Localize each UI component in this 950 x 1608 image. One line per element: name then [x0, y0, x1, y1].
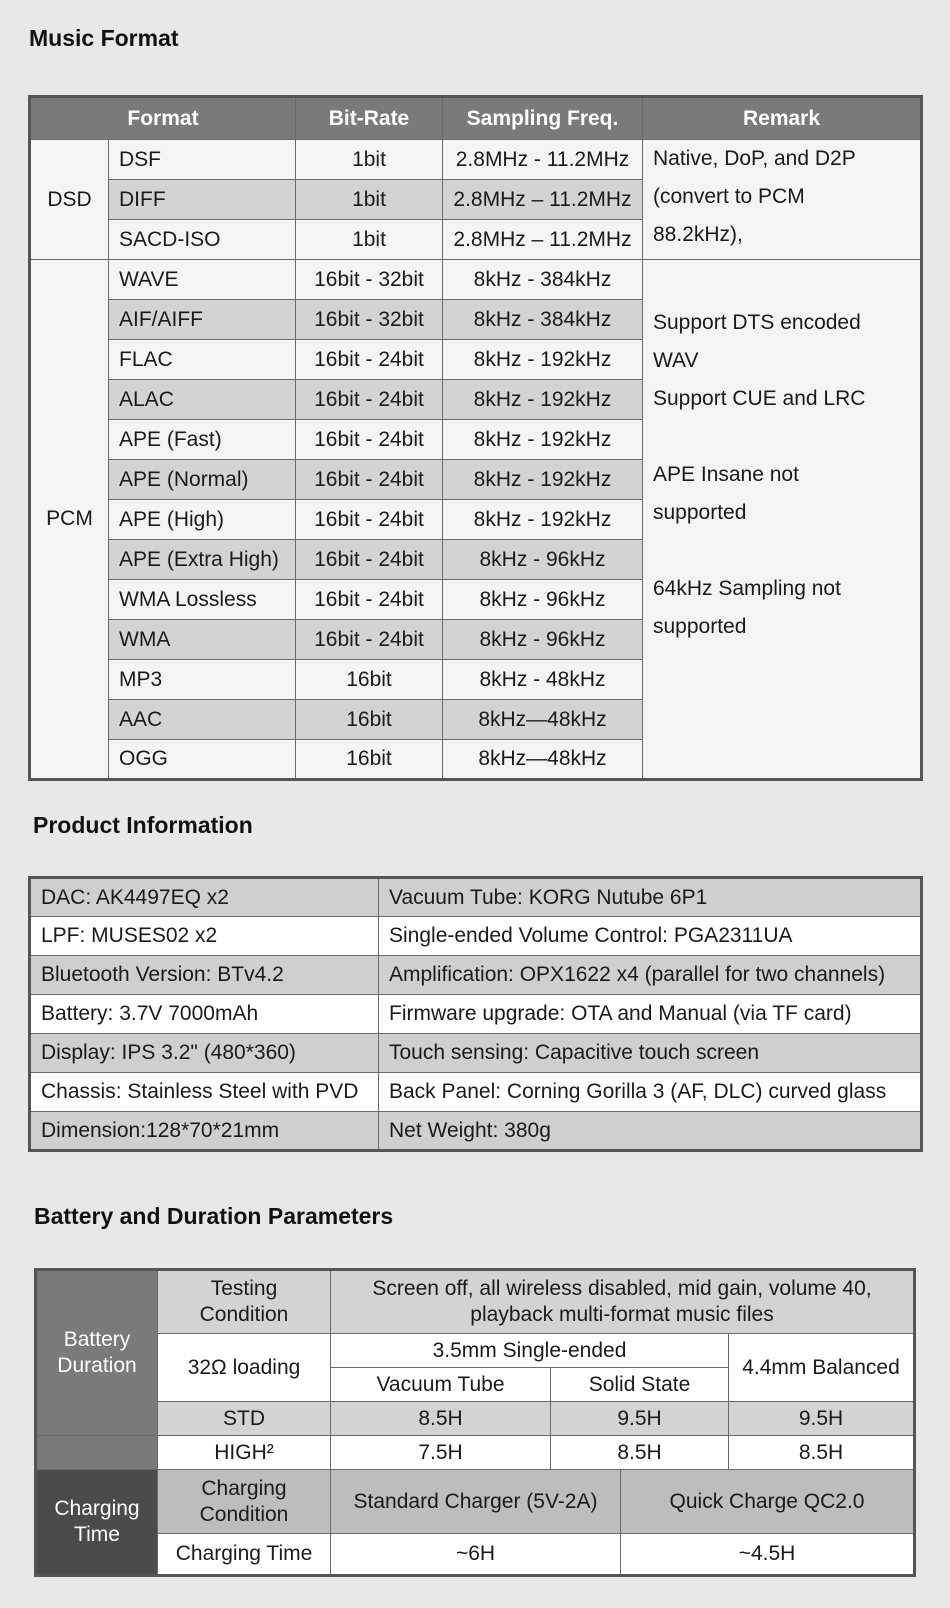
value-line: Screen off, all wireless disabled, mid gain, volume 40, — [372, 1277, 872, 1301]
balanced-header: 4.4mm Balanced — [729, 1334, 915, 1402]
std-vacuum: 8.5H — [331, 1402, 551, 1436]
format-name: APE (High) — [109, 500, 296, 540]
format-name: SACD-ISO — [109, 220, 296, 260]
group-pcm: PCM — [30, 260, 109, 780]
table-row — [30, 995, 922, 1034]
spec-left: Display: IPS 3.2" (480*360) — [30, 1034, 379, 1073]
label-line: Time — [74, 1523, 120, 1546]
format-name: WMA Lossless — [109, 580, 296, 620]
single-ended-header: 3.5mm Single-ended — [331, 1334, 729, 1368]
format-bitrate: 16bit - 32bit — [296, 300, 443, 340]
remark-line: supported — [653, 501, 747, 524]
format-bitrate: 1bit — [296, 180, 443, 220]
spec-right: Back Panel: Corning Gorilla 3 (AF, DLC) curved glass — [379, 1073, 922, 1112]
format-name: APE (Normal) — [109, 460, 296, 500]
pcm-remark — [643, 260, 922, 780]
std-label: STD — [158, 1402, 331, 1436]
table-row — [30, 1073, 922, 1112]
dsd-remark — [643, 140, 922, 260]
high-vacuum: 7.5H — [331, 1436, 551, 1470]
format-bitrate: 16bit - 24bit — [296, 380, 443, 420]
music-header-row — [30, 97, 922, 140]
remark-line: 88.2kHz), — [653, 223, 743, 246]
format-bitrate: 16bit — [296, 660, 443, 700]
table-row — [30, 1112, 922, 1151]
format-freq: 8kHz - 384kHz — [443, 260, 643, 300]
spec-right: Single-ended Volume Control: PGA2311UA — [379, 917, 922, 956]
format-bitrate: 16bit - 24bit — [296, 580, 443, 620]
header-format: Format — [30, 97, 296, 140]
remark-line: Support CUE and LRC — [653, 387, 866, 410]
table-row — [36, 1270, 915, 1334]
table-row — [30, 878, 922, 917]
header-remark: Remark — [643, 97, 922, 140]
format-name: DSF — [109, 140, 296, 180]
format-name: ALAC — [109, 380, 296, 420]
format-bitrate: 16bit - 24bit — [296, 420, 443, 460]
high-solid: 8.5H — [551, 1436, 729, 1470]
table-row — [36, 1436, 915, 1470]
format-bitrate: 16bit — [296, 740, 443, 780]
format-freq: 8kHz - 192kHz — [443, 420, 643, 460]
spec-left: LPF: MUSES02 x2 — [30, 917, 379, 956]
battery-title: Battery and Duration Parameters — [34, 1203, 394, 1229]
format-name: WMA — [109, 620, 296, 660]
group-dsd: DSD — [30, 140, 109, 260]
charging-time-group-label — [36, 1470, 158, 1576]
remark-line: 64kHz Sampling not — [653, 577, 841, 600]
format-bitrate: 16bit - 24bit — [296, 500, 443, 540]
spec-right: Amplification: OPX1622 x4 (parallel for two channels) — [379, 956, 922, 995]
format-bitrate: 16bit - 32bit — [296, 260, 443, 300]
remark-line: Native, DoP, and D2P — [653, 147, 856, 170]
label-line: Testing — [210, 1277, 278, 1301]
quick-charge-header: Quick Charge QC2.0 — [621, 1470, 915, 1534]
format-freq: 8kHz—48kHz — [443, 700, 643, 740]
quick-charge-time: ~4.5H — [621, 1534, 915, 1576]
format-name: AIF/AIFF — [109, 300, 296, 340]
vacuum-tube-header: Vacuum Tube — [331, 1368, 551, 1402]
remark-line: WAV — [653, 349, 699, 372]
standard-charge-time: ~6H — [331, 1534, 621, 1576]
table-row — [36, 1402, 915, 1436]
format-bitrate: 1bit — [296, 220, 443, 260]
format-bitrate: 16bit — [296, 700, 443, 740]
charging-time-label: Charging Time — [158, 1534, 331, 1576]
battery-table — [34, 1268, 916, 1577]
testing-condition-value — [331, 1270, 915, 1334]
format-name: WAVE — [109, 260, 296, 300]
format-bitrate: 16bit - 24bit — [296, 460, 443, 500]
table-row — [30, 917, 922, 956]
std-solid: 9.5H — [551, 1402, 729, 1436]
table-row — [30, 956, 922, 995]
spec-right: Firmware upgrade: OTA and Manual (via TF card) — [379, 995, 922, 1034]
product-info-table — [28, 876, 923, 1152]
format-bitrate: 16bit - 24bit — [296, 540, 443, 580]
format-freq: 2.8MHz – 11.2MHz — [443, 220, 643, 260]
label-line: Battery — [63, 1328, 131, 1352]
spec-left: Dimension:128*70*21mm — [30, 1112, 379, 1151]
format-name: AAC — [109, 700, 296, 740]
format-name: APE (Extra High) — [109, 540, 296, 580]
format-freq: 8kHz - 96kHz — [443, 580, 643, 620]
remark-line: (convert to PCM — [653, 185, 805, 208]
high-label: HIGH² — [158, 1436, 331, 1470]
format-freq: 2.8MHz – 11.2MHz — [443, 180, 643, 220]
label-line: Charging — [54, 1497, 140, 1521]
header-bitrate: Bit-Rate — [296, 97, 443, 140]
table-row — [36, 1470, 915, 1534]
format-name: OGG — [109, 740, 296, 780]
loading-label: 32Ω loading — [158, 1334, 331, 1402]
format-bitrate: 16bit - 24bit — [296, 620, 443, 660]
remark-line: APE Insane not — [653, 463, 799, 486]
format-freq: 8kHz - 192kHz — [443, 460, 643, 500]
format-freq: 8kHz - 192kHz — [443, 380, 643, 420]
format-name: APE (Fast) — [109, 420, 296, 460]
spec-right: Net Weight: 380g — [379, 1112, 922, 1151]
format-name: FLAC — [109, 340, 296, 380]
battery-duration-spacer — [36, 1436, 158, 1470]
table-row — [30, 260, 922, 300]
std-balanced: 9.5H — [729, 1402, 915, 1436]
label-line: Condition — [199, 1303, 289, 1326]
format-bitrate: 16bit - 24bit — [296, 340, 443, 380]
solid-state-header: Solid State — [551, 1368, 729, 1402]
format-freq: 8kHz - 192kHz — [443, 500, 643, 540]
testing-condition-label — [158, 1270, 331, 1334]
label-line: Charging — [201, 1476, 287, 1500]
table-row — [30, 140, 922, 180]
spec-right: Vacuum Tube: KORG Nutube 6P1 — [379, 878, 922, 917]
remark-line: supported — [653, 615, 747, 638]
music-format-table — [28, 95, 923, 781]
format-freq: 8kHz - 384kHz — [443, 300, 643, 340]
label-line: Duration — [57, 1354, 137, 1377]
table-row — [36, 1534, 915, 1576]
format-bitrate: 1bit — [296, 140, 443, 180]
value-line: playback multi-format music files — [470, 1303, 774, 1326]
format-name: DIFF — [109, 180, 296, 220]
format-freq: 8kHz - 48kHz — [443, 660, 643, 700]
spec-left: Chassis: Stainless Steel with PVD — [30, 1073, 379, 1112]
spec-left: DAC: AK4497EQ x2 — [30, 878, 379, 917]
format-freq: 8kHz - 96kHz — [443, 620, 643, 660]
spec-left: Battery: 3.7V 7000mAh — [30, 995, 379, 1034]
format-freq: 2.8MHz - 11.2MHz — [443, 140, 643, 180]
product-info-title: Product Information — [33, 812, 253, 838]
charging-condition-label — [158, 1470, 331, 1534]
spec-right: Touch sensing: Capacitive touch screen — [379, 1034, 922, 1073]
battery-duration-label — [36, 1270, 158, 1436]
spec-left: Bluetooth Version: BTv4.2 — [30, 956, 379, 995]
format-freq: 8kHz - 192kHz — [443, 340, 643, 380]
table-row — [36, 1334, 915, 1368]
header-sampling: Sampling Freq. — [443, 97, 643, 140]
format-name: MP3 — [109, 660, 296, 700]
format-freq: 8kHz - 96kHz — [443, 540, 643, 580]
music-format-title: Music Format — [29, 25, 179, 51]
standard-charger-header: Standard Charger (5V-2A) — [331, 1470, 621, 1534]
label-line: Condition — [199, 1502, 289, 1526]
high-balanced: 8.5H — [729, 1436, 915, 1470]
remark-line: Support DTS encoded — [653, 311, 861, 334]
format-freq: 8kHz—48kHz — [443, 740, 643, 780]
table-row — [30, 1034, 922, 1073]
